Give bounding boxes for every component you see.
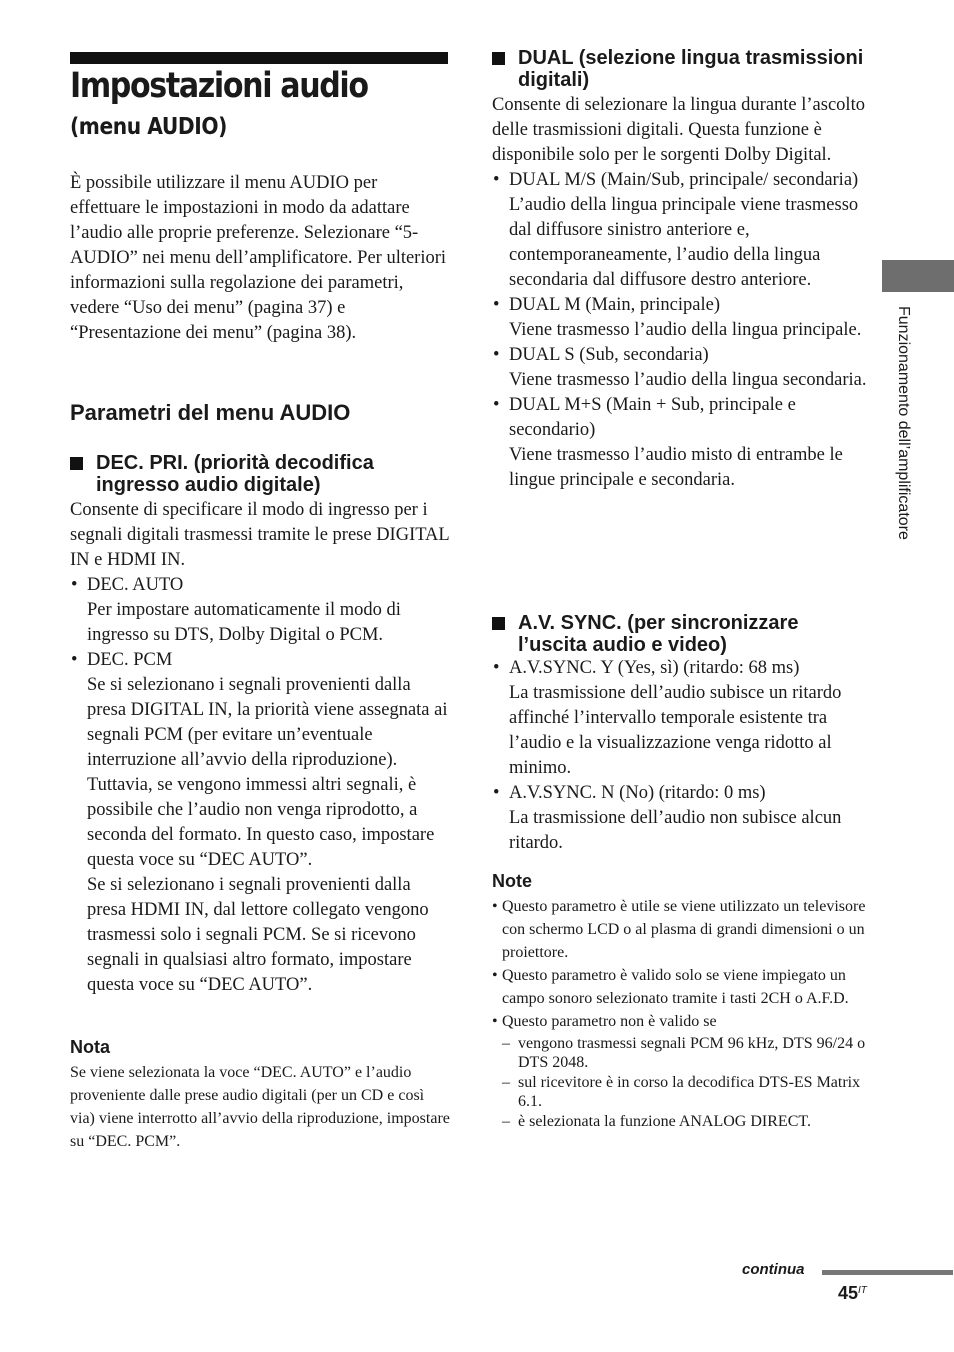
dec-item-text-2: Se si selezionano i segnali provenienti dalla presa HDMI IN, dal lettore collegato vengono trasmessi solo i segnali PCM. Se si ricevono segnali in qualsiasi altro formato, impostare questa voce su “DEC AUTO”. bbox=[87, 875, 429, 995]
dash-icon: – bbox=[502, 1113, 510, 1130]
note-body bbox=[492, 895, 870, 1131]
list-item bbox=[492, 656, 872, 681]
dec-item-text: Per impostare automaticamente il modo di ingresso su DTS, Dolby Digital o PCM. bbox=[87, 600, 401, 645]
bullet-icon: • bbox=[492, 1013, 498, 1030]
list-item bbox=[70, 573, 452, 598]
bullet-icon: • bbox=[71, 650, 78, 670]
dual-item-label: DUAL M (Main, principale) bbox=[509, 295, 720, 315]
avsync-heading-text: A.V. SYNC. (per sincronizzare l’uscita audio e video) bbox=[518, 612, 799, 656]
page-suffix: IT bbox=[858, 1285, 867, 1296]
page-subtitle: (menu AUDIO) bbox=[70, 114, 227, 140]
square-bullet-icon bbox=[492, 52, 505, 65]
dash-icon: – bbox=[502, 1035, 510, 1052]
list-item bbox=[492, 393, 872, 443]
note-item bbox=[492, 1010, 870, 1033]
dual-desc: Consente di selezionare la lingua durante l’ascolto delle trasmissioni digitali. Questa funzione è disponibile solo per le sorgenti Dolby Digital. bbox=[492, 95, 865, 165]
intro-paragraph bbox=[70, 171, 450, 346]
dec-item-label: DEC. AUTO bbox=[87, 575, 184, 595]
dual-heading-text: DUAL (selezione lingua trasmissioni digitali) bbox=[518, 47, 864, 91]
page-number bbox=[838, 1283, 867, 1304]
dual-heading bbox=[492, 47, 872, 91]
dec-heading bbox=[70, 452, 450, 496]
bullet-icon: • bbox=[71, 575, 78, 595]
list-item bbox=[492, 168, 872, 193]
note-heading: Note bbox=[492, 871, 532, 891]
square-bullet-icon bbox=[492, 617, 505, 630]
bullet-icon: • bbox=[493, 295, 500, 315]
avsync-item-text: La trasmissione dell’audio non subisce alcun ritardo. bbox=[509, 808, 842, 853]
continua-bar bbox=[822, 1270, 953, 1275]
note-dash-text: è selezionata la funzione ANALOG DIRECT. bbox=[518, 1113, 811, 1130]
square-bullet-icon bbox=[70, 457, 83, 470]
nota-text: Se viene selezionata la voce “DEC. AUTO” e l’audio proveniente dalle prese audio digitali (per un CD e così via) viene interrotto all’avvio della riproduzione, impostare su “DEC. PCM”. bbox=[70, 1064, 450, 1150]
side-label-text: Funzionamento dell’amplificatore bbox=[895, 306, 912, 540]
note-dash-text: sul ricevitore è in corso la decodifica DTS-ES Matrix 6.1. bbox=[518, 1074, 861, 1110]
dual-item-text: Viene trasmesso l’audio della lingua secondaria. bbox=[509, 370, 867, 390]
list-item bbox=[492, 293, 872, 318]
side-tab-marker bbox=[882, 260, 954, 292]
avsync-item-label: A.V.SYNC. Y (Yes, sì) (ritardo: 68 ms) bbox=[509, 658, 800, 678]
dual-item-label: DUAL S (Sub, secondaria) bbox=[509, 345, 709, 365]
dual-item-label: DUAL M+S (Main + Sub, principale e secondario) bbox=[509, 395, 796, 440]
section-heading: Parametri del menu AUDIO bbox=[70, 400, 351, 425]
dual-item-text: Viene trasmesso l’audio della lingua principale. bbox=[509, 320, 862, 340]
note-dash-item bbox=[492, 1112, 870, 1131]
bullet-icon: • bbox=[493, 658, 500, 678]
dual-item-text: Viene trasmesso l’audio misto di entrambe le lingue principale e secondaria. bbox=[509, 445, 843, 490]
note-item-text: Questo parametro è valido solo se viene impiegato un campo sonoro selezionato tramite i tasti 2CH o A.F.D. bbox=[502, 967, 849, 1007]
note-dash-item bbox=[492, 1073, 870, 1111]
list-item bbox=[70, 648, 452, 673]
dec-item-text: Se si selezionano i segnali provenienti dalla presa DIGITAL IN, la priorità viene assegnata ai segnali PCM (per evitare un’eventuale interruzione all’avvio della riproduzione). Tuttavia, se vengono immessi altri segnali, è possibile che l’audio non venga riprodotto, a seconda del formato. In questo caso, impostare questa voce su “DEC AUTO”. bbox=[87, 675, 448, 870]
title-rule bbox=[70, 52, 448, 64]
bullet-icon: • bbox=[493, 395, 500, 415]
dual-item-text: L’audio della lingua principale viene trasmesso dal diffusore sinistro anteriore e, contemporaneamente, l’audio della lingua secondaria dal diffusore destro anteriore. bbox=[509, 195, 859, 290]
page-number-value: 45 bbox=[838, 1283, 859, 1303]
dec-item-label: DEC. PCM bbox=[87, 650, 173, 670]
avsync-heading bbox=[492, 612, 872, 656]
avsync-item-label: A.V.SYNC. N (No) (ritardo: 0 ms) bbox=[509, 783, 766, 803]
bullet-icon: • bbox=[492, 898, 498, 915]
page-title: Impostazioni audio bbox=[70, 66, 368, 106]
nota-heading: Nota bbox=[70, 1037, 110, 1057]
intro-text: È possibile utilizzare il menu AUDIO per effettuare le impostazioni in modo da adattare l’audio alle proprie preferenze. Selezionare “5-AUDIO” nei menu dell’amplificatore. Per ulteriori informazioni sulla regolazione dei parametri, vedere “Uso dei menu” (pagina 37) e “Presentazione dei menu” (pagina 38). bbox=[70, 173, 447, 343]
note-item-text: Questo parametro è utile se viene utilizzato un televisore con schermo LCD o al plasma di grandi dimensioni o un proiettore. bbox=[502, 898, 866, 961]
note-item bbox=[492, 895, 870, 964]
bullet-icon: • bbox=[493, 345, 500, 365]
dash-icon: – bbox=[502, 1074, 510, 1091]
nota-body bbox=[70, 1061, 450, 1153]
dec-heading-text: DEC. PRI. (priorità decodifica ingresso audio digitale) bbox=[96, 452, 374, 496]
note-dash-item bbox=[492, 1034, 870, 1072]
bullet-icon: • bbox=[493, 783, 500, 803]
note-item-text: Questo parametro non è valido se bbox=[502, 1013, 717, 1030]
continua-label: continua bbox=[742, 1261, 805, 1278]
list-item bbox=[492, 343, 872, 368]
avsync-body bbox=[492, 656, 872, 856]
dec-body bbox=[70, 498, 452, 998]
bullet-icon: • bbox=[492, 967, 498, 984]
note-item bbox=[492, 964, 870, 1010]
side-label bbox=[890, 306, 920, 636]
dual-item-label: DUAL M/S (Main/Sub, principale/ secondaria) bbox=[509, 170, 859, 190]
bullet-icon: • bbox=[493, 170, 500, 190]
dec-desc: Consente di specificare il modo di ingresso per i segnali digitali trasmessi tramite le prese DIGITAL IN e HDMI IN. bbox=[70, 500, 450, 570]
dual-body bbox=[492, 93, 872, 493]
list-item bbox=[492, 781, 872, 806]
note-dash-text: vengono trasmessi segnali PCM 96 kHz, DTS 96/24 o DTS 2048. bbox=[518, 1035, 866, 1071]
avsync-item-text: La trasmissione dell’audio subisce un ritardo affinché l’intervallo temporale esistente tra l’audio e la visualizzazione venga ridotto al minimo. bbox=[509, 683, 842, 778]
